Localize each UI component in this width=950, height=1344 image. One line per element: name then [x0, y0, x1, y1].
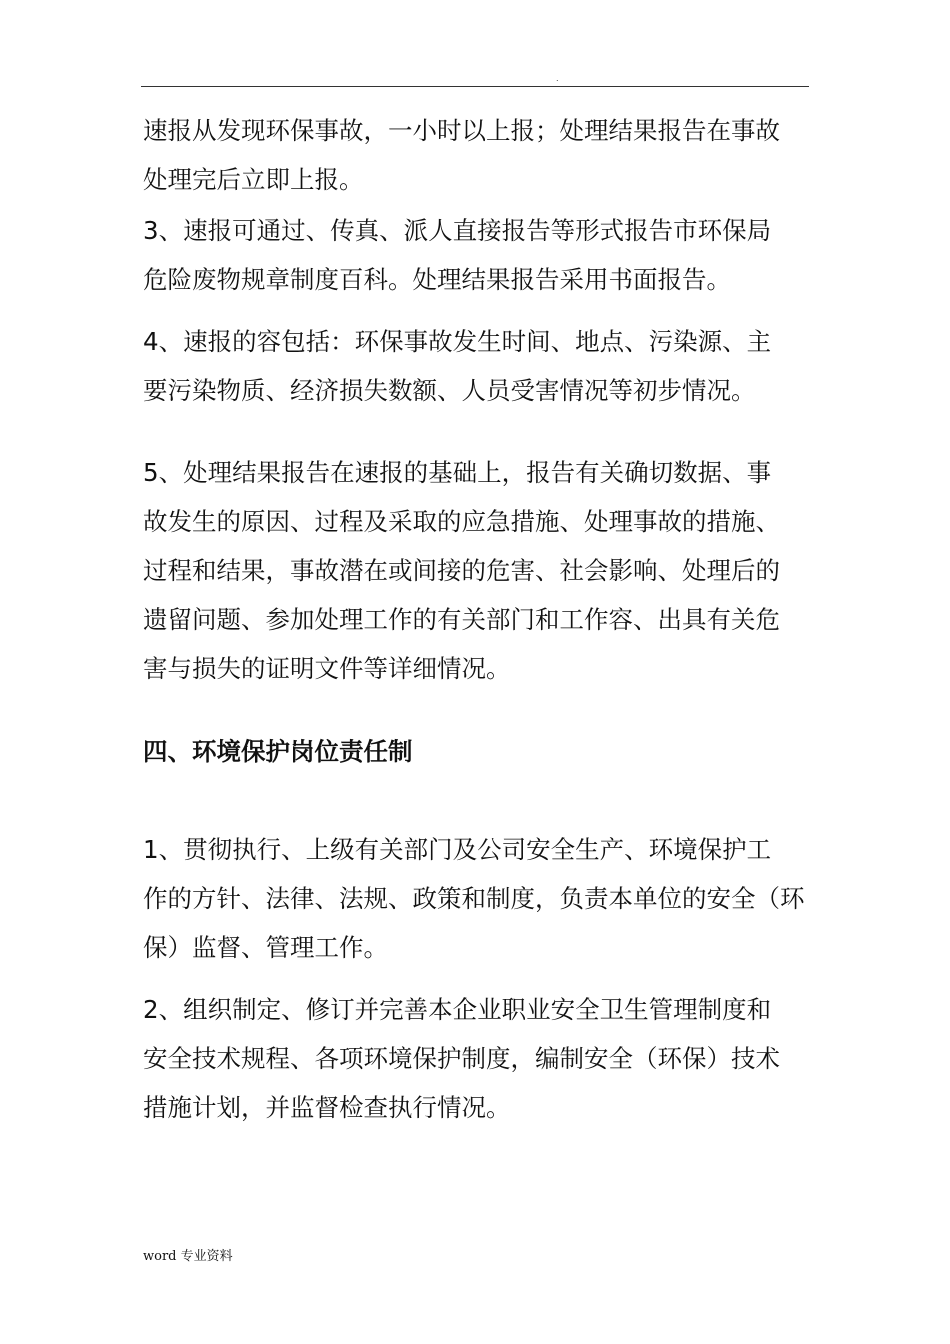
text-line: 害与损失的证明文件等详细情况。 [143, 654, 511, 683]
text-line: 处理完后立即上报。 [143, 165, 364, 194]
header-mark: . [556, 74, 559, 83]
text-line: 作的方针、法律、法规、政策和制度，负责本单位的安全（环 [143, 884, 805, 913]
text-line: 速报从发现环保事故，一小时以上报；处理结果报告在事故 [143, 116, 780, 145]
text-line: 安全技术规程、各项环境保护制度，编制安全（环保）技术 [143, 1044, 780, 1073]
section-heading: 四、环境保护岗位责任制 [143, 737, 413, 766]
header-rule [141, 86, 809, 87]
text-line: 遗留问题、参加处理工作的有关部门和工作容、出具有关危 [143, 605, 780, 634]
paragraph-duty-1 [143, 825, 811, 972]
paragraph-duty-2 [143, 985, 811, 1132]
paragraph-item-5 [143, 448, 811, 693]
paragraph-item-4 [143, 317, 811, 415]
text-line: 保）监督、管理工作。 [143, 933, 388, 962]
paragraph-item-3 [143, 206, 811, 304]
text-line: 1、贯彻执行、上级有关部门及公司安全生产、环境保护工 [143, 835, 772, 864]
text-line: 4、速报的容包括：环保事故发生时间、地点、污染源、主 [143, 327, 772, 356]
text-line: 5、处理结果报告在速报的基础上，报告有关确切数据、事 [143, 458, 772, 487]
text-line: 过程和结果，事故潜在或间接的危害、社会影响、处理后的 [143, 556, 780, 585]
text-line: 措施计划，并监督检查执行情况。 [143, 1093, 511, 1122]
text-line: 要污染物质、经济损失数额、人员受害情况等初步情况。 [143, 376, 756, 405]
footer-label: word 专业资料 [143, 1249, 233, 1264]
text-line: 故发生的原因、过程及采取的应急措施、处理事故的措施、 [143, 507, 780, 536]
text-line: 危险废物规章制度百科。处理结果报告采用书面报告。 [143, 265, 731, 294]
text-line: 2、组织制定、修订并完善本企业职业安全卫生管理制度和 [143, 995, 772, 1024]
document-body [143, 106, 811, 1132]
paragraph-report-timing [143, 106, 811, 204]
text-line: 3、速报可通过、传真、派人直接报告等形式报告市环保局 [143, 216, 772, 245]
